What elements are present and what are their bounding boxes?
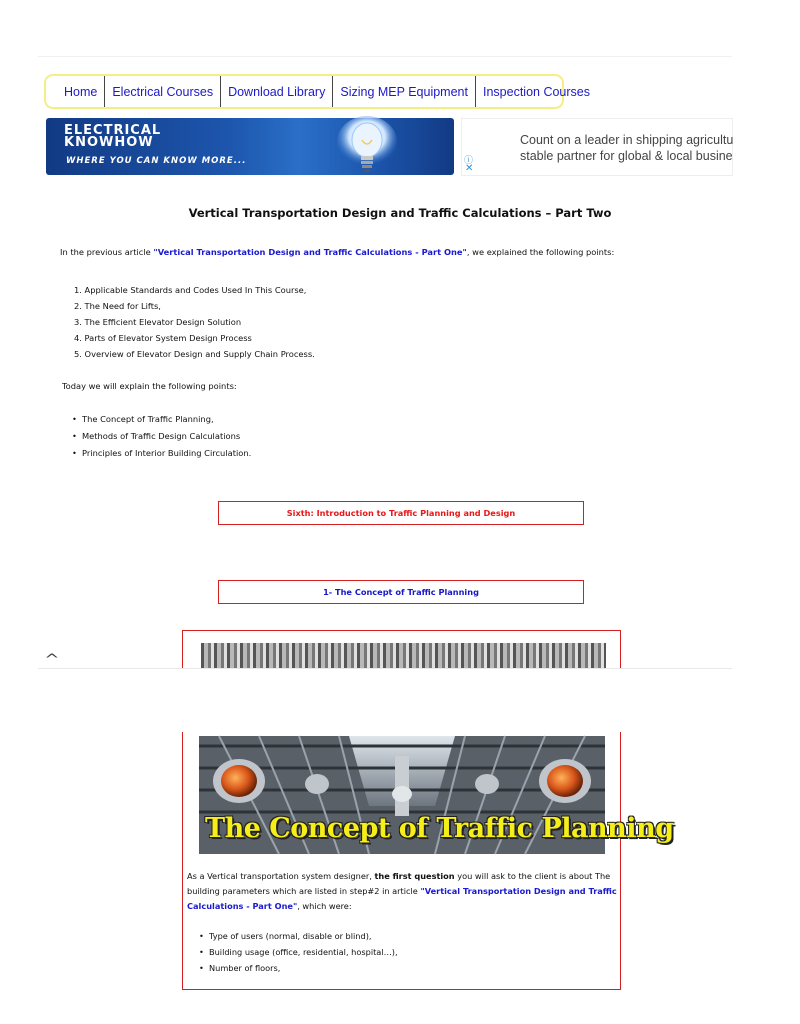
- main-nav: [44, 74, 590, 109]
- section-heading: Sixth: Introduction to Traffic Planning and Design: [218, 501, 584, 525]
- info-icon[interactable]: ⓘ: [464, 156, 474, 166]
- hero-caption: The Concept of Traffic Planning: [205, 813, 674, 844]
- list-item: • The Concept of Traffic Planning,: [72, 411, 251, 428]
- image-frame-top: [182, 630, 621, 668]
- nav-home[interactable]: Home: [48, 76, 105, 107]
- advertisement[interactable]: [461, 118, 733, 176]
- sub-heading: 1- The Concept of Traffic Planning: [218, 580, 584, 604]
- chevron-up-icon[interactable]: ^: [44, 652, 60, 668]
- intro-paragraph: In the previous article "Vertical Transportation Design and Traffic Calculations - Part One", we explained the following points:: [60, 247, 615, 257]
- content-frame: [182, 732, 674, 990]
- list-item: • Building usage (office, residential, hospital…),: [199, 944, 398, 960]
- nav-inspection-courses[interactable]: Inspection Courses: [482, 84, 590, 99]
- nav-download-library[interactable]: Download Library: [221, 76, 333, 107]
- ad-text: Count on a leader in shipping agricultu stable partner for global & local busine: [520, 133, 734, 163]
- light-bulb-icon: [332, 118, 402, 175]
- top-divider: [38, 56, 732, 57]
- list-item: 4. Parts of Elevator System Design Process: [74, 333, 252, 343]
- list-item: • Methods of Traffic Design Calculations: [72, 428, 251, 445]
- today-points-list: [72, 411, 251, 462]
- body-paragraph: As a Vertical transportation system designer, the first question you will ask to the client is about The building parameters which are listed in step#2 in article "Vertical Transportation Design and Traffic Calculations - Part One", which were:: [187, 871, 617, 911]
- today-intro: Today we will explain the following points:: [62, 381, 237, 391]
- previous-points-list: [74, 282, 315, 362]
- list-item: • Number of floors,: [199, 960, 398, 976]
- part-one-link[interactable]: "Vertical Transportation Design and Traffic Calculations - Part One": [187, 886, 617, 911]
- nav-sizing-mep-equipment[interactable]: Sizing MEP Equipment: [333, 76, 476, 107]
- list-item: • Principles of Interior Building Circulation.: [72, 445, 251, 462]
- part-one-link[interactable]: "Vertical Transportation Design and Traffic Calculations - Part One": [153, 247, 467, 257]
- site-banner[interactable]: [46, 118, 454, 175]
- list-item: 1. Applicable Standards and Codes Used In This Course,: [74, 285, 307, 295]
- close-icon[interactable]: ✕: [465, 163, 474, 174]
- nav-electrical-courses[interactable]: Electrical Courses: [105, 76, 221, 107]
- banner-title: ELECTRICAL KNOWHOW: [64, 123, 162, 150]
- list-item: 2. The Need for Lifts,: [74, 301, 161, 311]
- list-item: 3. The Efficient Elevator Design Solution: [74, 317, 242, 327]
- banner-tagline: WHERE YOU CAN KNOW MORE...: [66, 156, 247, 166]
- article-title: Vertical Transportation Design and Traffic Calculations – Part Two: [188, 206, 612, 220]
- page-break: [38, 668, 732, 733]
- building-parameters-list: [199, 928, 398, 976]
- list-item: • Type of users (normal, disable or blind),: [199, 928, 398, 944]
- list-item: 5. Overview of Elevator Design and Supply Chain Process.: [74, 349, 315, 359]
- hero-image: [199, 736, 674, 854]
